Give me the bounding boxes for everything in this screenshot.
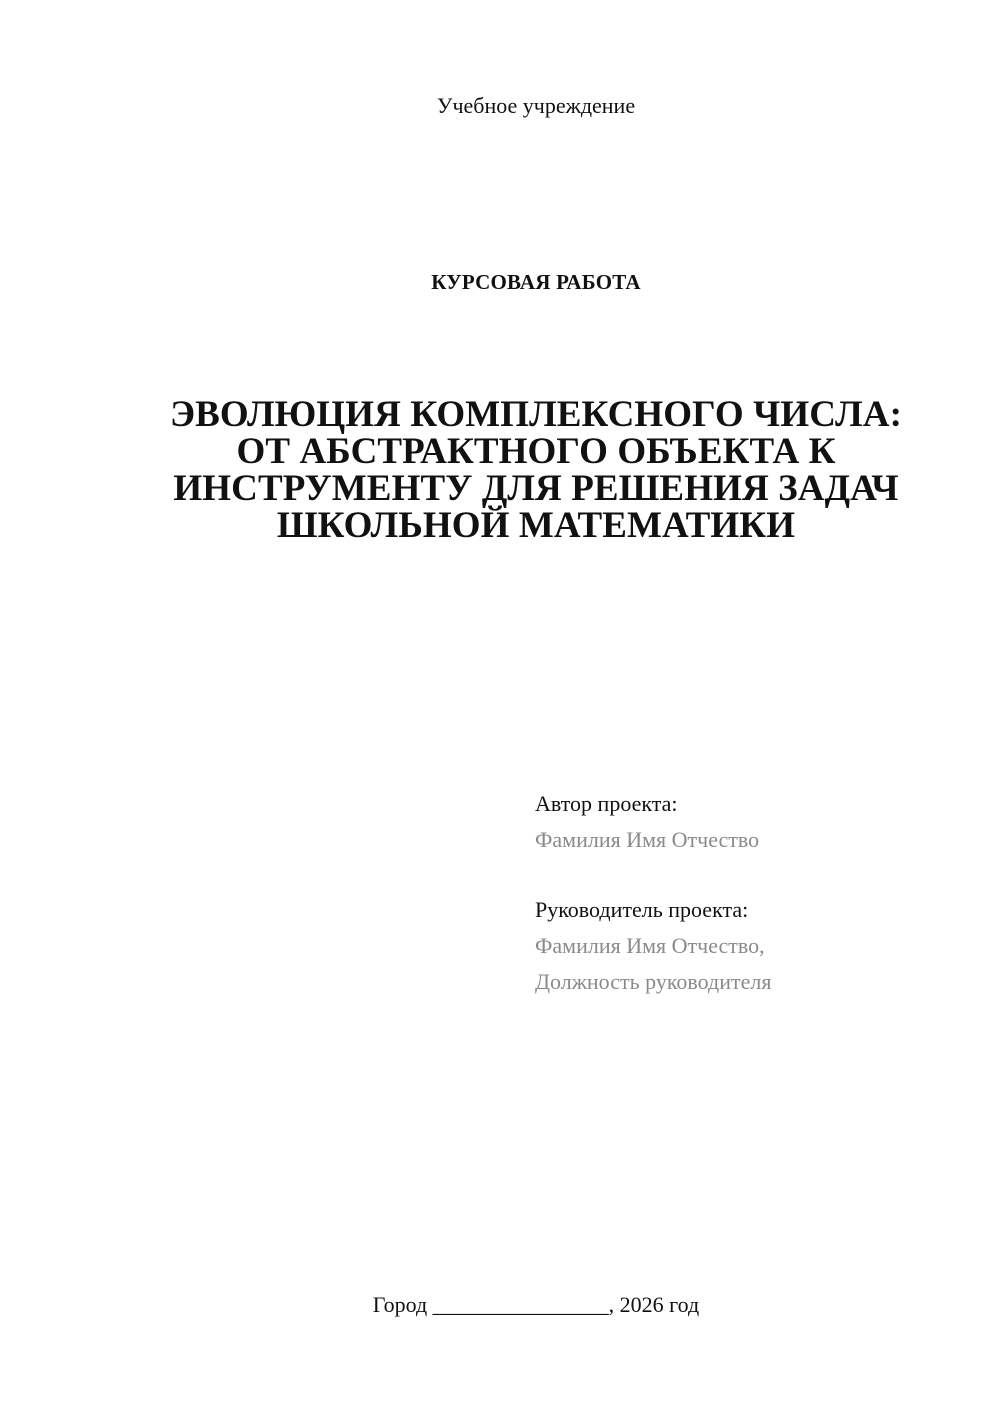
title-line-3: ИНСТРУМЕНТУ ДЛЯ РЕШЕНИЯ ЗАДАЧ [173,468,899,509]
author-name: Фамилия Имя Отчество [535,827,760,852]
city-year-line: Город ________________, 2026 год [372,1292,700,1317]
document-title [140,396,932,544]
supervisor-name: Фамилия Имя Отчество, [535,933,765,958]
title-line-2: ОТ АБСТРАКТНОГО ОБЪЕКТА К [236,431,836,472]
author-label: Автор проекта: [535,791,678,816]
institution-name: Учебное учреждение [436,93,636,118]
credits-block [535,786,955,1000]
title-line-4: ШКОЛЬНОЙ МАТЕМАТИКИ [276,505,796,546]
title-line-1: ЭВОЛЮЦИЯ КОМПЛЕКСНОГО ЧИСЛА: [169,394,903,435]
credits-spacer [535,858,955,892]
document-type: КУРСОВАЯ РАБОТА [431,270,641,294]
supervisor-position: Должность руководителя [535,969,772,994]
supervisor-label: Руководитель проекта: [535,897,749,922]
